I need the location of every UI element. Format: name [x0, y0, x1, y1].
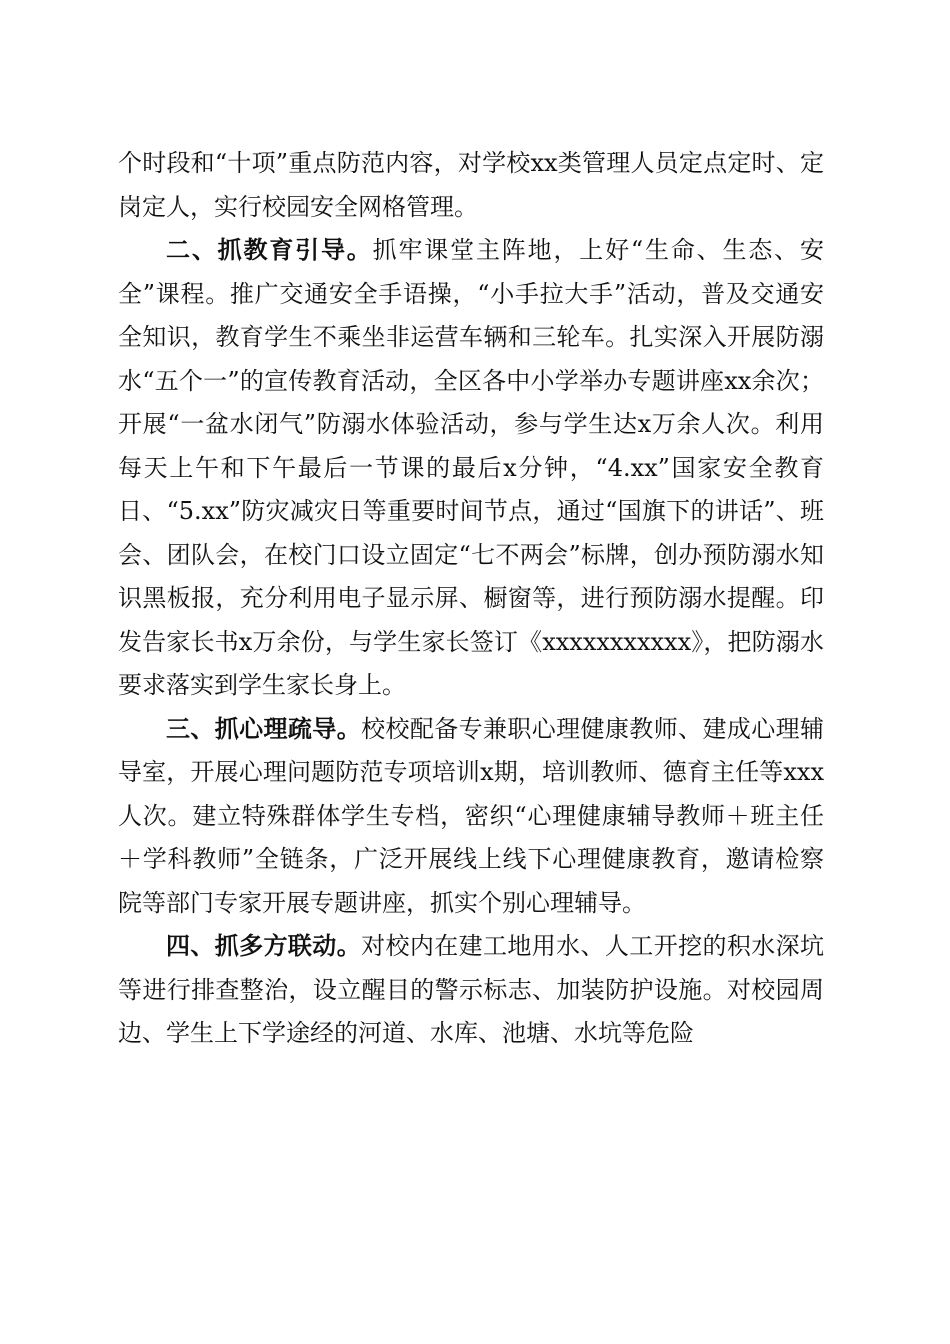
section-heading-education: 二、抓教育引导。: [166, 236, 373, 264]
paragraph-continuation: [118, 142, 824, 229]
document-body: [118, 142, 824, 1056]
paragraph-education-guidance: [118, 229, 824, 708]
paragraph-body: 抓牢课堂主阵地，上好“生命、生态、安全”课程。推广交通安全手语操，“小手拉大手”活动，普及交通安全知识，教育学生不乘坐非运营车辆和三轮车。扎实深入开展防溺水“五个一”的宣传教育活动，全区各中小学举办专题讲座xx余次；开展“一盆水闭气”防溺水体验活动，参与学生达x万余人次。利用每天上午和下午最后一节课的最后x分钟，“4.xx”国家安全教育日、“5.xx”防灾减灾日等重要时间节点，通过“国旗下的讲话”、班会、团队会，在校门口设立固定“七不两会”标牌，创办预防溺水知识黑板报，充分利用电子显示屏、橱窗等，进行预防溺水提醒。印发告家长书x万余份，与学生家长签订《xxxxxxxxxxx》，把防溺水要求落实到学生家长身上。: [118, 236, 824, 699]
paragraph-multi-party-linkage: [118, 925, 824, 1056]
section-heading-linkage: 四、抓多方联动。: [166, 932, 362, 960]
paragraph-body: 对校内在建工地用水、人工开挖的积水深坑等进行排查整治，设立醒目的警示标志、加装防护设施。对校园周边、学生上下学途经的河道、水库、池塘、水坑等危险: [118, 932, 824, 1047]
paragraph-body: 个时段和“十项”重点防范内容，对学校xx类管理人员定点定时、定岗定人，实行校园安全网格管理。: [118, 149, 824, 221]
paragraph-psychological-counseling: [118, 708, 824, 926]
paragraph-body: 校校配备专兼职心理健康教师、建成心理辅导室，开展心理问题防范专项培训x期，培训教师、德育主任等xxx人次。建立特殊群体学生专档，密织“心理健康辅导教师＋班主任＋学科教师”全链条，广泛开展线上线下心理健康教育，邀请检察院等部门专家开展专题讲座，抓实个别心理辅导。: [118, 714, 824, 917]
section-heading-psychology: 三、抓心理疏导。: [166, 714, 362, 743]
